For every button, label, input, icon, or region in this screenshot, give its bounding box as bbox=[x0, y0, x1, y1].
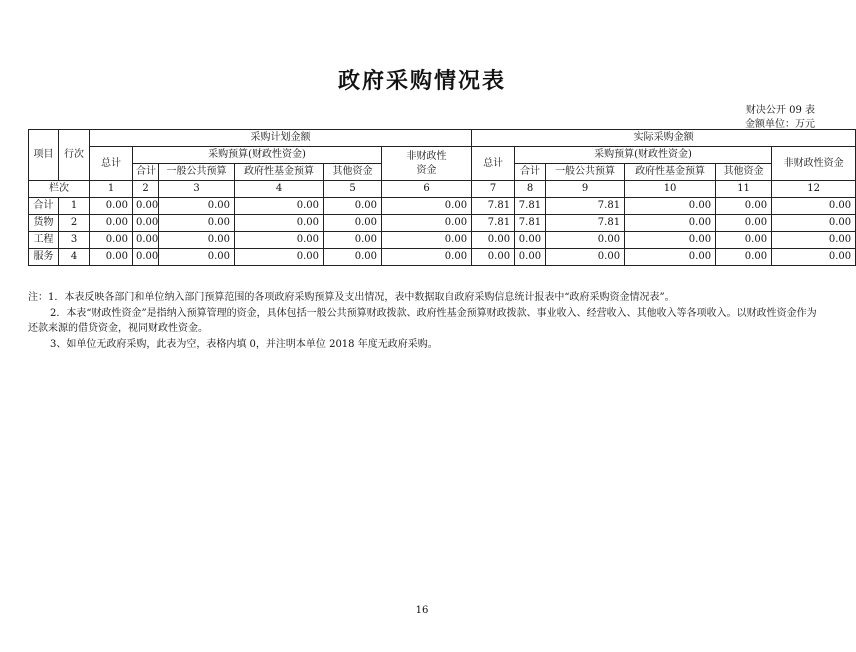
column-number: 5 bbox=[324, 181, 382, 198]
column-number: 7 bbox=[472, 181, 515, 198]
cell-value: 7.81 bbox=[472, 215, 515, 232]
procurement-table bbox=[28, 129, 856, 266]
column-number: 2 bbox=[133, 181, 159, 198]
cell-value: 0.00 bbox=[90, 198, 133, 215]
header-planned-total: 总计 bbox=[90, 147, 133, 181]
table-row bbox=[29, 198, 856, 215]
cell-value: 0.00 bbox=[546, 232, 625, 249]
cell-value: 0.00 bbox=[324, 215, 382, 232]
cell-value: 0.00 bbox=[472, 249, 515, 266]
cell-value: 0.00 bbox=[235, 198, 324, 215]
row-name: 工程 bbox=[29, 232, 59, 249]
cell-value: 0.00 bbox=[133, 198, 159, 215]
column-number: 10 bbox=[625, 181, 716, 198]
cell-value: 0.00 bbox=[625, 249, 716, 266]
header-actual-general-budget: 一般公共预算 bbox=[546, 164, 625, 181]
row-line-no: 2 bbox=[59, 215, 90, 232]
cell-value: 7.81 bbox=[515, 198, 546, 215]
cell-value: 0.00 bbox=[772, 215, 856, 232]
row-name: 货物 bbox=[29, 215, 59, 232]
column-number: 3 bbox=[159, 181, 235, 198]
header-planned-amount: 采购计划金额 bbox=[90, 130, 472, 147]
header-row-1 bbox=[29, 130, 856, 147]
header-actual-budget: 采购预算(财政性资金) bbox=[515, 147, 772, 164]
cell-value: 0.00 bbox=[90, 249, 133, 266]
cell-value: 0.00 bbox=[235, 232, 324, 249]
cell-value: 0.00 bbox=[235, 249, 324, 266]
row-name: 合计 bbox=[29, 198, 59, 215]
cell-value: 0.00 bbox=[133, 232, 159, 249]
header-planned-subtotal: 合计 bbox=[133, 164, 159, 181]
cell-value: 0.00 bbox=[772, 198, 856, 215]
column-number: 6 bbox=[382, 181, 472, 198]
header-planned-fund-budget: 政府性基金预算 bbox=[235, 164, 324, 181]
row-line-no: 3 bbox=[59, 232, 90, 249]
cell-value: 0.00 bbox=[625, 215, 716, 232]
table-row bbox=[29, 232, 856, 249]
cell-value: 0.00 bbox=[382, 215, 472, 232]
cell-value: 0.00 bbox=[133, 249, 159, 266]
cell-value: 7.81 bbox=[546, 215, 625, 232]
row-line-no: 1 bbox=[59, 198, 90, 215]
cell-value: 0.00 bbox=[159, 215, 235, 232]
table-row bbox=[29, 215, 856, 232]
header-actual-total: 总计 bbox=[472, 147, 515, 181]
column-number-label: 栏次 bbox=[29, 181, 90, 198]
cell-value: 0.00 bbox=[772, 249, 856, 266]
cell-value: 0.00 bbox=[515, 232, 546, 249]
cell-value: 0.00 bbox=[625, 198, 716, 215]
cell-value: 0.00 bbox=[716, 215, 772, 232]
column-number: 9 bbox=[546, 181, 625, 198]
cell-value: 0.00 bbox=[472, 232, 515, 249]
cell-value: 0.00 bbox=[159, 249, 235, 266]
amount-unit: 金额单位：万元 bbox=[745, 119, 815, 130]
column-number-row bbox=[29, 181, 856, 198]
cell-value: 0.00 bbox=[133, 215, 159, 232]
cell-value: 0.00 bbox=[159, 198, 235, 215]
cell-value: 0.00 bbox=[382, 198, 472, 215]
table-body bbox=[29, 198, 856, 266]
notes bbox=[28, 290, 818, 353]
cell-value: 0.00 bbox=[716, 198, 772, 215]
cell-value: 0.00 bbox=[324, 232, 382, 249]
column-number: 12 bbox=[772, 181, 856, 198]
non-fiscal-line-1: 非财政性 bbox=[406, 150, 447, 162]
header-actual-other-funds: 其他资金 bbox=[716, 164, 772, 181]
cell-value: 0.00 bbox=[546, 249, 625, 266]
header-row-2 bbox=[29, 147, 856, 164]
table-row bbox=[29, 249, 856, 266]
cell-value: 0.00 bbox=[772, 232, 856, 249]
cell-value: 0.00 bbox=[716, 232, 772, 249]
cell-value: 0.00 bbox=[382, 232, 472, 249]
header-item: 项目 bbox=[29, 130, 59, 181]
cell-value: 7.81 bbox=[546, 198, 625, 215]
header-actual-subtotal: 合计 bbox=[515, 164, 546, 181]
column-number: 8 bbox=[515, 181, 546, 198]
non-fiscal-line-2: 资金 bbox=[416, 164, 437, 176]
cell-value: 7.81 bbox=[472, 198, 515, 215]
page-number: 16 bbox=[415, 605, 429, 616]
header-actual-amount: 实际采购金额 bbox=[472, 130, 856, 147]
page-title: 政府采购情况表 bbox=[337, 68, 506, 94]
header-planned-non-fiscal bbox=[382, 147, 472, 181]
note-1: 注：1．本表反映各部门和单位纳入部门预算范围的各项政府采购预算及支出情况，表中数据取自政府采购信息统计报表中“政府采购资金情况表”。 bbox=[28, 292, 675, 303]
cell-value: 0.00 bbox=[235, 215, 324, 232]
cell-value: 0.00 bbox=[515, 249, 546, 266]
cell-value: 0.00 bbox=[716, 249, 772, 266]
header-planned-budget: 采购预算(财政性资金) bbox=[133, 147, 382, 164]
column-number: 11 bbox=[716, 181, 772, 198]
header-planned-other-funds: 其他资金 bbox=[324, 164, 382, 181]
column-number: 4 bbox=[235, 181, 324, 198]
cell-value: 7.81 bbox=[515, 215, 546, 232]
header-actual-fund-budget: 政府性基金预算 bbox=[625, 164, 716, 181]
header-planned-general-budget: 一般公共预算 bbox=[159, 164, 235, 181]
cell-value: 0.00 bbox=[625, 232, 716, 249]
cell-value: 0.00 bbox=[90, 232, 133, 249]
cell-value: 0.00 bbox=[382, 249, 472, 266]
header-line-no: 行次 bbox=[59, 130, 90, 181]
cell-value: 0.00 bbox=[90, 215, 133, 232]
cell-value: 0.00 bbox=[324, 198, 382, 215]
column-number: 1 bbox=[90, 181, 133, 198]
note-3: 3、如单位无政府采购，此表为空，表格内填 0，并注明本单位 2018 年度无政府采购。 bbox=[50, 339, 438, 350]
cell-value: 0.00 bbox=[159, 232, 235, 249]
row-line-no: 4 bbox=[59, 249, 90, 266]
note-2: 2．本表“财政性资金”是指纳入预算管理的资金，具体包括一般公共预算财政拨款、政府性基金预算财政拨款、事业收入、经营收入、其他收入等各项收入。以财政性资金作为还款来源的借贷资金，视同财政性资金。 bbox=[28, 308, 817, 334]
form-code: 财决公开 09 表 bbox=[745, 105, 815, 116]
row-name: 服务 bbox=[29, 249, 59, 266]
header-actual-non-fiscal: 非财政性资金 bbox=[772, 147, 856, 181]
cell-value: 0.00 bbox=[324, 249, 382, 266]
